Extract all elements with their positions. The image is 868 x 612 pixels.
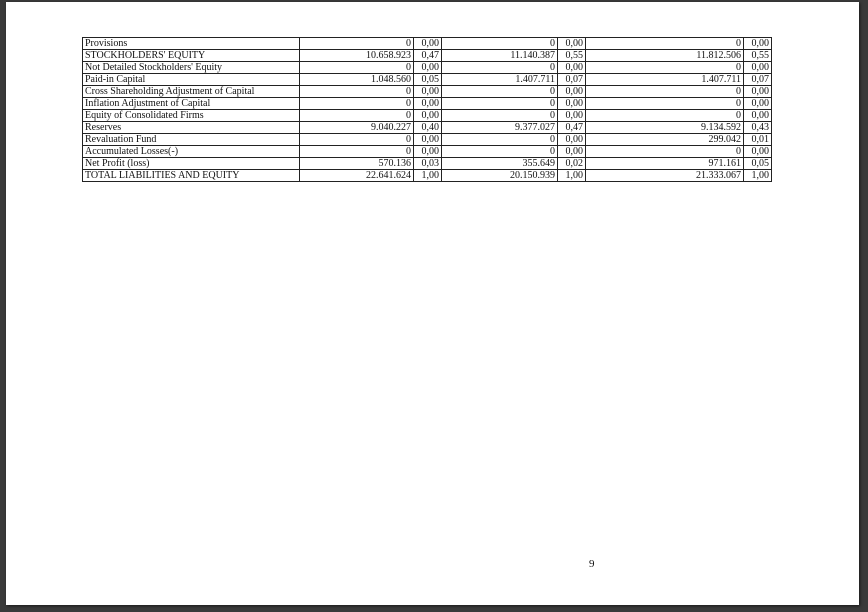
table-row <box>83 110 772 122</box>
financial-table <box>82 37 772 182</box>
value-col-2: 0 <box>442 146 558 158</box>
table-row <box>83 122 772 134</box>
value-col-2: 1.407.711 <box>442 74 558 86</box>
row-label: Net Profit (loss) <box>83 158 300 170</box>
value-col-2: 0 <box>442 38 558 50</box>
row-label: Equity of Consolidated Firms <box>83 110 300 122</box>
row-label: Cross Shareholding Adjustment of Capital <box>83 86 300 98</box>
ratio-col-2: 0,00 <box>558 134 586 146</box>
ratio-col-1: 0,05 <box>414 74 442 86</box>
value-col-3: 0 <box>586 38 744 50</box>
table-row <box>83 170 772 182</box>
ratio-col-2: 0,00 <box>558 110 586 122</box>
ratio-col-1: 0,00 <box>414 98 442 110</box>
value-col-1: 1.048.560 <box>300 74 414 86</box>
table-row <box>83 158 772 170</box>
value-col-3: 971.161 <box>586 158 744 170</box>
ratio-col-1: 0,00 <box>414 62 442 74</box>
row-label: Not Detailed Stockholders' Equity <box>83 62 300 74</box>
ratio-col-1: 0,40 <box>414 122 442 134</box>
value-col-1: 0 <box>300 110 414 122</box>
row-label: Provisions <box>83 38 300 50</box>
ratio-col-3: 0,01 <box>744 134 772 146</box>
ratio-col-3: 1,00 <box>744 170 772 182</box>
document-page <box>6 2 859 605</box>
ratio-col-3: 0,07 <box>744 74 772 86</box>
table-row <box>83 74 772 86</box>
value-col-2: 0 <box>442 134 558 146</box>
value-col-1: 0 <box>300 62 414 74</box>
ratio-col-3: 0,00 <box>744 86 772 98</box>
value-col-2: 9.377.027 <box>442 122 558 134</box>
row-label: Revaluation Fund <box>83 134 300 146</box>
row-label: Reserves <box>83 122 300 134</box>
value-col-2: 355.649 <box>442 158 558 170</box>
value-col-3: 11.812.506 <box>586 50 744 62</box>
value-col-1: 0 <box>300 146 414 158</box>
ratio-col-3: 0,00 <box>744 62 772 74</box>
table-row <box>83 50 772 62</box>
table-row <box>83 62 772 74</box>
ratio-col-3: 0,00 <box>744 38 772 50</box>
value-col-1: 0 <box>300 38 414 50</box>
value-col-1: 9.040.227 <box>300 122 414 134</box>
ratio-col-2: 1,00 <box>558 170 586 182</box>
value-col-3: 0 <box>586 62 744 74</box>
financial-table-body <box>83 38 772 182</box>
ratio-col-2: 0,00 <box>558 62 586 74</box>
value-col-1: 10.658.923 <box>300 50 414 62</box>
value-col-3: 0 <box>586 146 744 158</box>
value-col-3: 9.134.592 <box>586 122 744 134</box>
ratio-col-3: 0,00 <box>744 146 772 158</box>
value-col-2: 11.140.387 <box>442 50 558 62</box>
value-col-3: 0 <box>586 98 744 110</box>
value-col-3: 0 <box>586 86 744 98</box>
row-label: Inflation Adjustment of Capital <box>83 98 300 110</box>
page-number: 9 <box>589 558 595 570</box>
ratio-col-2: 0,07 <box>558 74 586 86</box>
row-label: Paid-in Capital <box>83 74 300 86</box>
ratio-col-3: 0,43 <box>744 122 772 134</box>
value-col-3: 0 <box>586 110 744 122</box>
ratio-col-2: 0,00 <box>558 146 586 158</box>
ratio-col-3: 0,00 <box>744 98 772 110</box>
ratio-col-3: 0,05 <box>744 158 772 170</box>
ratio-col-3: 0,55 <box>744 50 772 62</box>
table-row <box>83 98 772 110</box>
ratio-col-2: 0,00 <box>558 86 586 98</box>
value-col-1: 0 <box>300 98 414 110</box>
row-label: Accumulated Losses(-) <box>83 146 300 158</box>
table-row <box>83 86 772 98</box>
value-col-3: 299.042 <box>586 134 744 146</box>
table-row <box>83 38 772 50</box>
row-label: TOTAL LIABILITIES AND EQUITY <box>83 170 300 182</box>
ratio-col-1: 0,00 <box>414 146 442 158</box>
table-row <box>83 134 772 146</box>
ratio-col-1: 0,00 <box>414 86 442 98</box>
value-col-3: 21.333.067 <box>586 170 744 182</box>
value-col-3: 1.407.711 <box>586 74 744 86</box>
ratio-col-1: 0,47 <box>414 50 442 62</box>
value-col-1: 0 <box>300 86 414 98</box>
value-col-2: 20.150.939 <box>442 170 558 182</box>
value-col-2: 0 <box>442 98 558 110</box>
ratio-col-1: 1,00 <box>414 170 442 182</box>
value-col-2: 0 <box>442 110 558 122</box>
value-col-2: 0 <box>442 62 558 74</box>
ratio-col-1: 0,00 <box>414 38 442 50</box>
row-label: STOCKHOLDERS' EQUITY <box>83 50 300 62</box>
ratio-col-2: 0,55 <box>558 50 586 62</box>
ratio-col-2: 0,00 <box>558 38 586 50</box>
ratio-col-2: 0,47 <box>558 122 586 134</box>
ratio-col-3: 0,00 <box>744 110 772 122</box>
value-col-1: 570.136 <box>300 158 414 170</box>
value-col-1: 0 <box>300 134 414 146</box>
value-col-2: 0 <box>442 86 558 98</box>
ratio-col-1: 0,03 <box>414 158 442 170</box>
ratio-col-2: 0,00 <box>558 98 586 110</box>
ratio-col-1: 0,00 <box>414 110 442 122</box>
value-col-1: 22.641.624 <box>300 170 414 182</box>
table-row <box>83 146 772 158</box>
ratio-col-1: 0,00 <box>414 134 442 146</box>
ratio-col-2: 0,02 <box>558 158 586 170</box>
